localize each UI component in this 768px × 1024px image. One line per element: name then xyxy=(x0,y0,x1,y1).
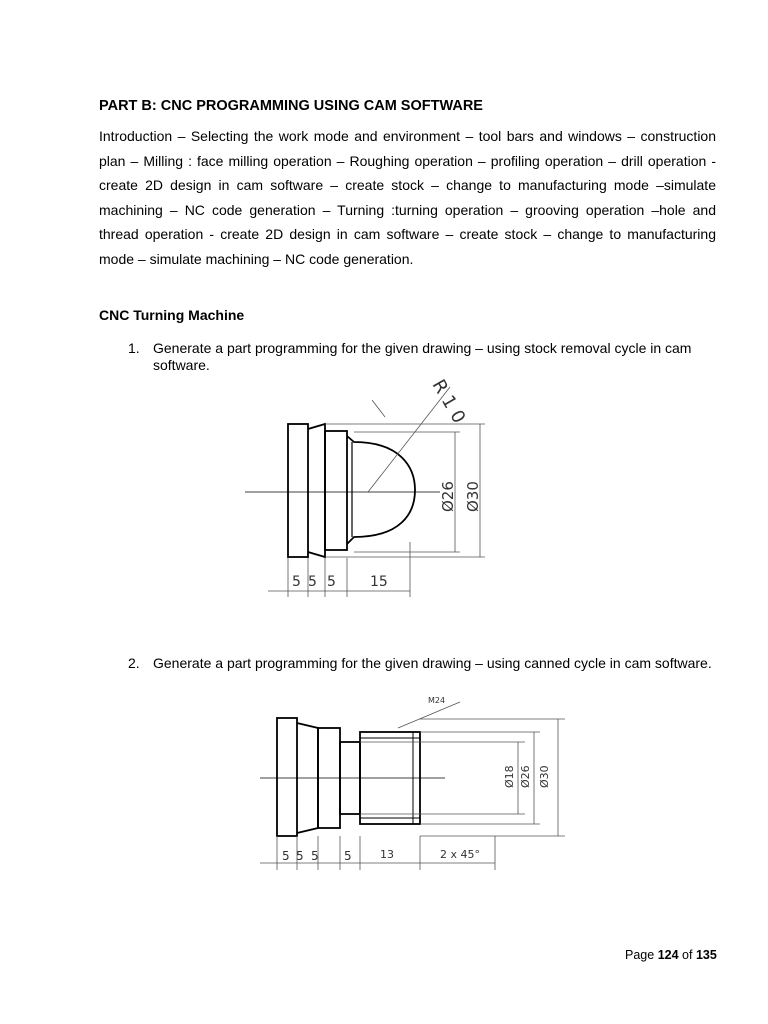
item-number: 1. xyxy=(128,340,140,356)
length-label-2: 5 xyxy=(308,574,317,590)
item-text: Generate a part programming for the given drawing – using canned cycle in cam software. xyxy=(153,655,712,671)
thread-leader xyxy=(398,702,460,728)
length-label-2: 5 xyxy=(296,849,304,863)
dia-3-label: Ø30 xyxy=(538,765,551,788)
length-label-4: 5 xyxy=(344,849,352,863)
page-current: 124 xyxy=(657,948,679,962)
item-number: 2. xyxy=(128,655,140,671)
turning-drawing-1 xyxy=(240,372,510,602)
page-footer xyxy=(625,948,717,962)
item-text: Generate a part programming for the given drawing – using stock removal cycle in cam software. xyxy=(153,340,692,373)
length-label-4: 15 xyxy=(370,574,388,590)
length-label-3: 5 xyxy=(311,849,319,863)
dia-outer-label: Ø30 xyxy=(464,481,482,512)
length-label-1: 5 xyxy=(282,849,290,863)
radius-label: R 1 0 xyxy=(427,376,470,428)
page-sep: of xyxy=(682,948,693,962)
dia-inner-label: Ø26 xyxy=(439,481,457,512)
length-label-5: 13 xyxy=(380,848,394,861)
dia-2-label: Ø26 xyxy=(519,765,532,788)
chamfer-label: 2 x 45° xyxy=(440,848,480,861)
exercise-item-2 xyxy=(128,655,718,672)
dia-1-label: Ø18 xyxy=(503,765,516,788)
page-prefix: Page xyxy=(625,948,655,962)
intro-paragraph: Introduction – Selecting the work mode and environment – tool bars and windows – construction plan – Milling : face milling operation – Roughing operation – profiling operation – drill operation - create 2D design in cam software – create stock – change to manufacturing mode –simulate machining – NC code generation – Turning :turning operation – grooving operation –hole and thread operation - create 2D design in cam software – create stock – change to manufacturing mode – simulate machining – NC code generation. xyxy=(99,128,716,267)
length-label-1: 5 xyxy=(292,574,301,590)
section-title: CNC Turning Machine xyxy=(99,307,245,323)
page-total: 135 xyxy=(695,948,717,962)
thread-label: M24 xyxy=(428,696,446,705)
length-label-3: 5 xyxy=(327,574,336,590)
section-heading: PART B: CNC PROGRAMMING USING CAM SOFTWARE xyxy=(99,98,483,114)
exercise-item-1 xyxy=(128,340,718,374)
turning-drawing-2 xyxy=(230,690,580,875)
